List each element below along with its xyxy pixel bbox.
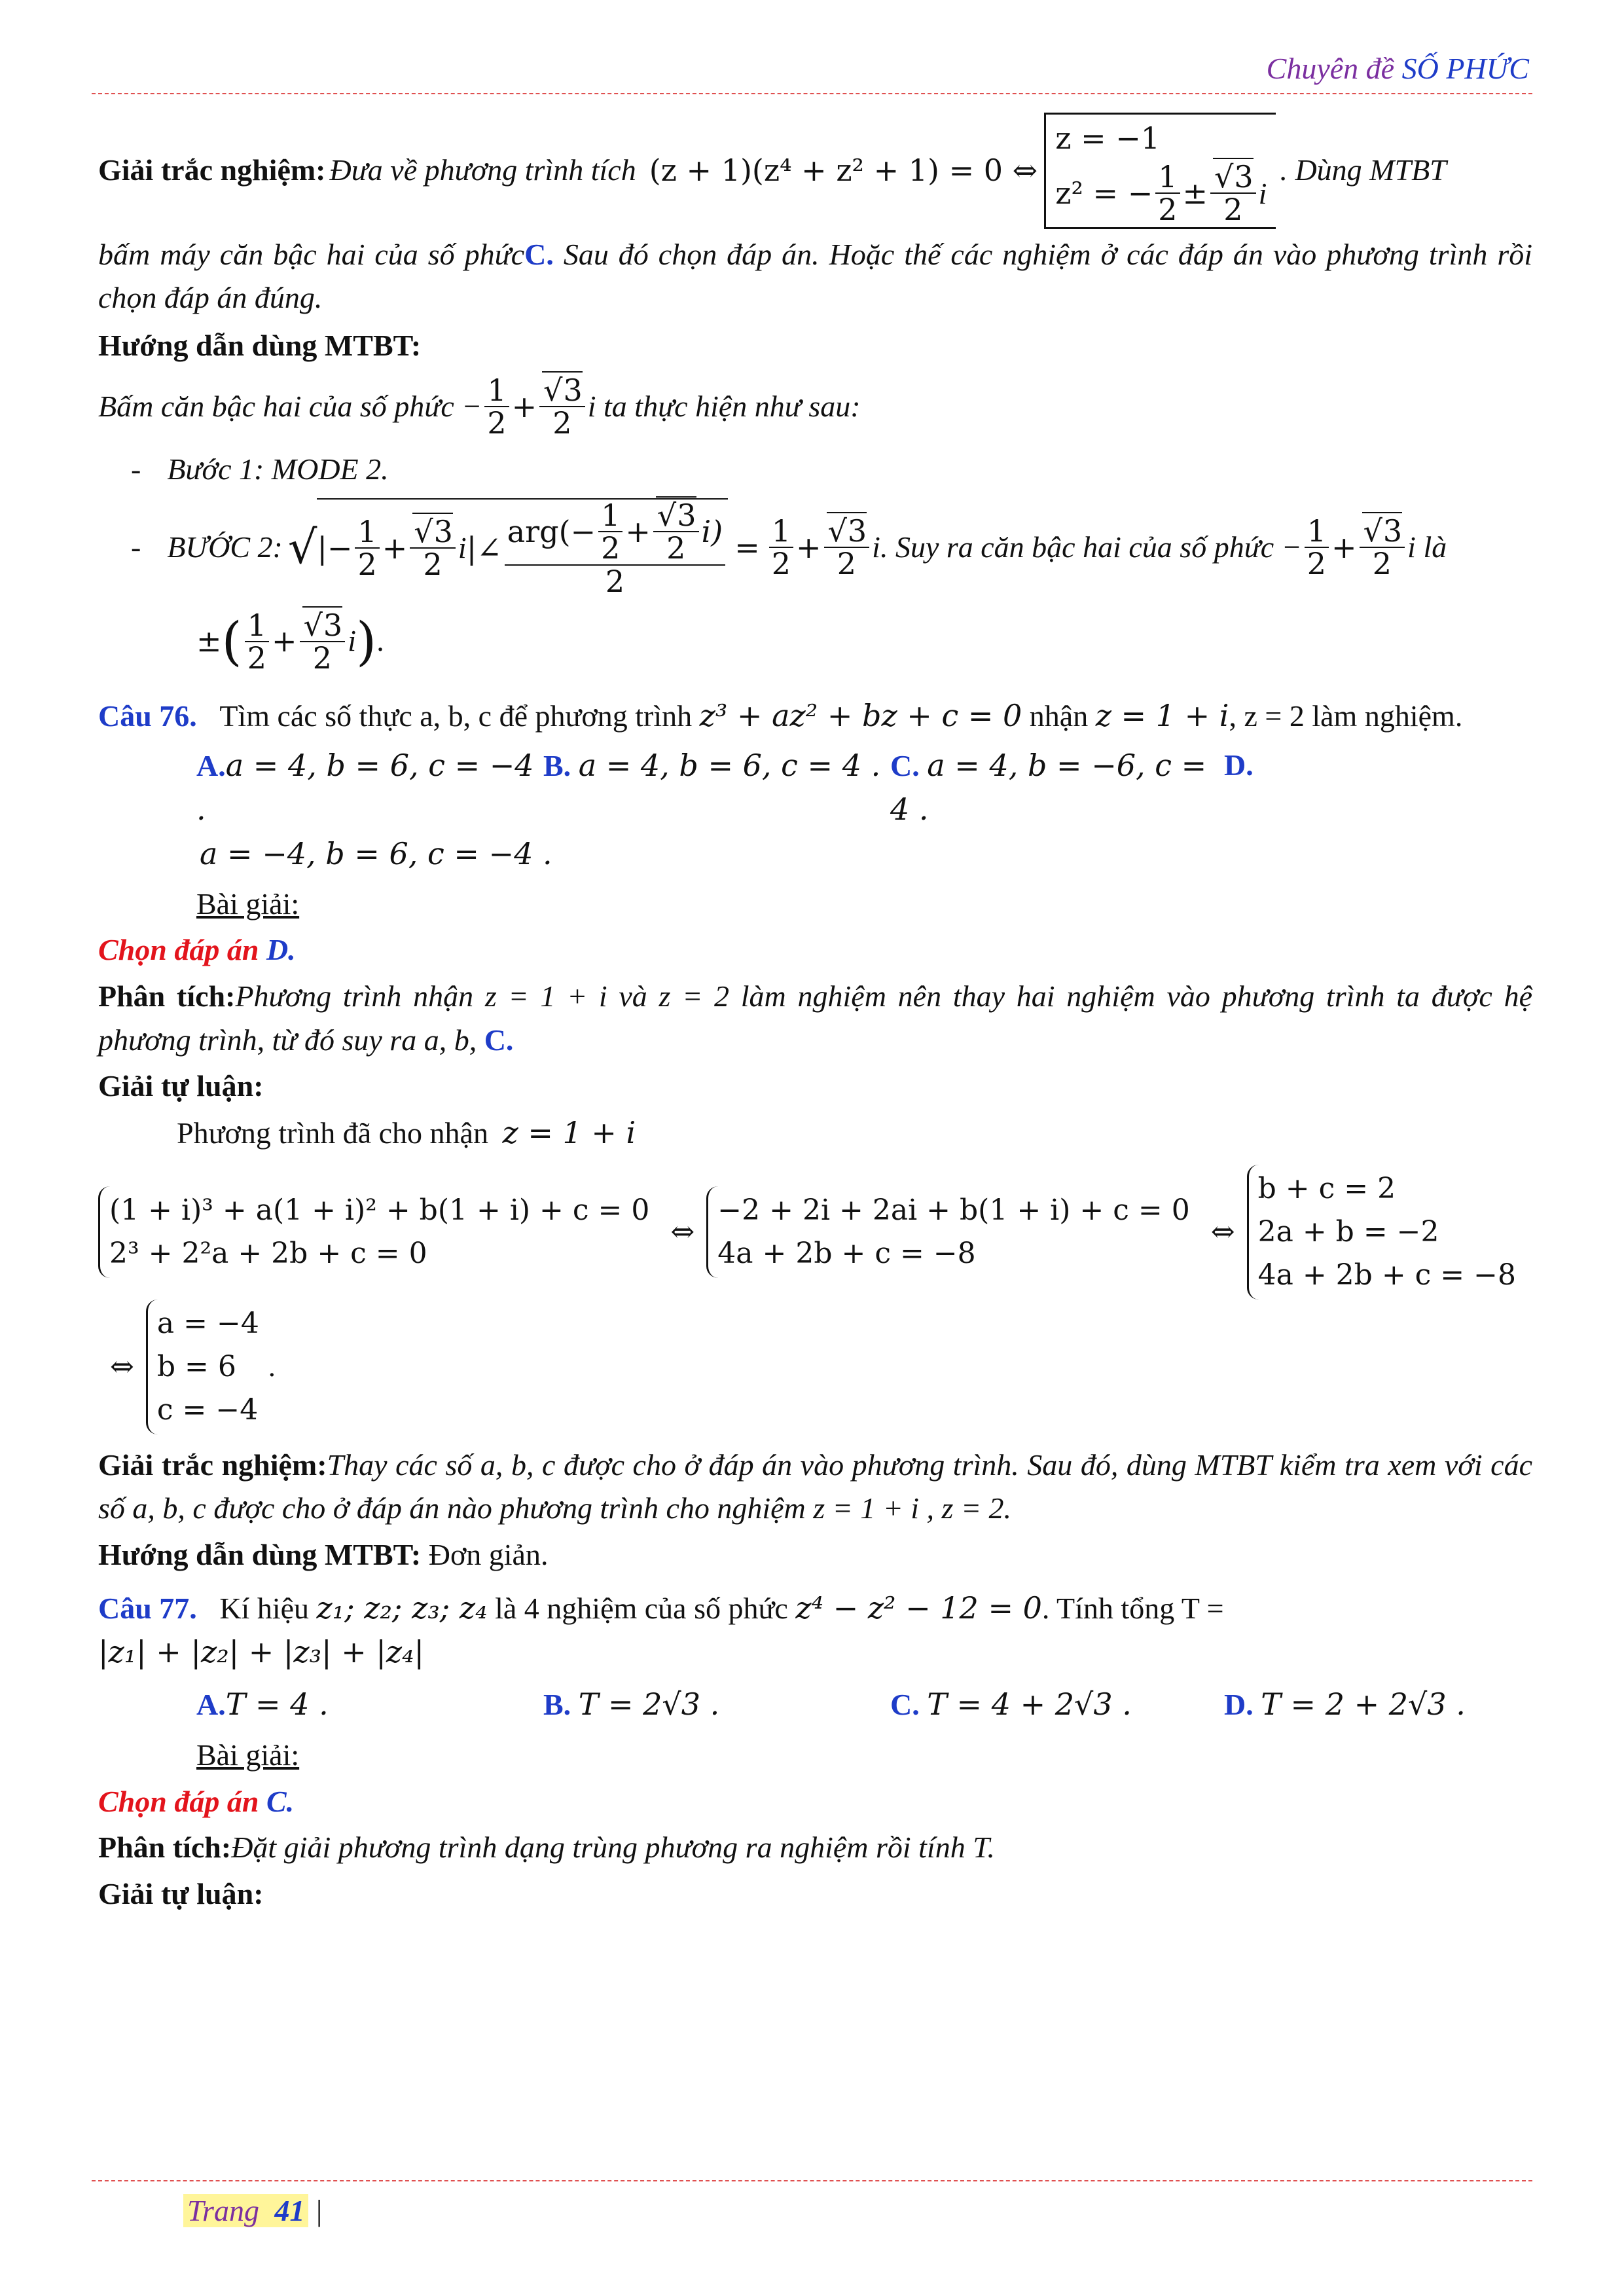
option-text: a = 4, b = 6, c = 4 . [578, 747, 881, 783]
q76-equation: z³ + az² + bz + c = 0 [699, 697, 1022, 733]
mtbt-intro: Bấm căn bậc hai của số phức − $\frac{1}{2}$ + √ $\frac{3}{2}$ i ta thực hiện như sau: [98, 374, 1532, 439]
answer-text: Chọn đáp án [98, 1784, 266, 1818]
answer-letter: C. [266, 1784, 295, 1818]
frac-num: 1 [1155, 161, 1180, 194]
page-content [98, 105, 1532, 1916]
q77-text-a: Kí hiệu [219, 1591, 310, 1625]
fraction-sqrt3: √ $\frac{3}{2}$ [539, 374, 585, 439]
imag-unit: i [1258, 176, 1267, 210]
q77-sum: |z₁| + |z₂| + |z₃| + |z₄| [98, 1634, 425, 1670]
option-letter: C. [890, 748, 920, 782]
option-letter: D. [1224, 748, 1254, 782]
self-intro-root: z = 1 + i [502, 1115, 636, 1151]
mc-label: Giải trắc nghiệm: [98, 1448, 327, 1482]
system-4-line-1: a = −4 [156, 1306, 259, 1340]
footer-label: Trang [183, 2194, 270, 2227]
analysis-text: Đặt giải phương trình dạng trùng phương ra nghiệm rồi tính T. [231, 1831, 995, 1865]
option-letter: C. [890, 1688, 920, 1722]
analysis-text: Phương trình nhận z = 1 + i và z = 2 làm nghiệm nên thay hai nghiệm vào phương trình ta được hệ phương trình, từ đó suy ra a, b, [98, 979, 1532, 1057]
option-text: T = 2 + 2√3 . [1261, 1686, 1466, 1722]
mc-text: Đưa về phương trình tích [329, 153, 636, 187]
footer-divider [92, 2180, 1532, 2181]
step-2: - BƯỚC 2: √ |− $\frac{1}{2}$ + √ $\frac{3}{2}$ i |∠ arg(− $\frac{1}{2}$ + √ $\frac{3}{2}$ i) 2 = $\frac{1}{2}$ + √ $\frac{3}{2}$ i . Suy ra căn bậc hai của số phức − $\frac{1}{2}$ + √ $\frac{3}{2}$ i là [131, 498, 1532, 597]
q76-text-b: nhận [1029, 699, 1089, 733]
frac-den: 2 [1223, 192, 1243, 228]
system-1-line-2: 2³ + 2²a + 2b + c = 0 [109, 1236, 427, 1270]
mc-paragraph [98, 233, 1532, 320]
system-2-line-2: 4a + 2b + c = −8 [717, 1236, 976, 1270]
header-topic: SỐ PHỨC [1401, 52, 1529, 85]
page-number: 41 [270, 2194, 308, 2227]
q76-mc [98, 1444, 1532, 1531]
q76-option-a[interactable] [196, 744, 543, 832]
product-equation: (z + 1)(z⁴ + z² + 1) = 0 ⇔ [649, 153, 1038, 189]
q77-text-b: là 4 nghiệm của số phức [495, 1591, 788, 1625]
q77-answer [98, 1780, 1532, 1824]
case-1: z = −1 [1055, 120, 1161, 156]
option-letter: A. [196, 748, 226, 782]
iff-1: ⇔ [670, 1214, 695, 1248]
cases-bracket [1044, 113, 1276, 229]
equals: = [734, 530, 760, 566]
step-2-label: BƯỚC 2: [167, 530, 283, 564]
q77-equation: z⁴ − z² − 12 = 0 [795, 1590, 1042, 1626]
arg-text: arg(− [507, 514, 596, 550]
q76-option-d-letter[interactable] [1224, 744, 1254, 832]
q76-solution-label: Bài giải: [196, 886, 300, 920]
option-letter: A. [196, 1688, 226, 1722]
plus-minus: ± [196, 623, 222, 659]
option-letter: B. [543, 1688, 571, 1722]
mtbt-intro-a: Bấm căn bậc hai của số phức − [98, 389, 482, 423]
q76-option-b[interactable] [543, 744, 890, 832]
mc-hint-line [98, 113, 1532, 229]
iff-2: ⇔ [1210, 1214, 1235, 1248]
mc-tail: . Dùng MTBT [1280, 153, 1447, 187]
self-intro-text: Phương trình đã cho nhận [177, 1116, 488, 1150]
page-footer [183, 2193, 322, 2228]
analysis-label: Phân tích: [98, 979, 236, 1013]
q76-option-c[interactable] [890, 744, 1224, 832]
footer-separator: | [308, 2194, 323, 2227]
option-text: a = 4, b = 6, c = −4 . [196, 747, 534, 828]
mc-line-b: C. [524, 237, 554, 271]
q76-systems [98, 1165, 1532, 1434]
q76-text-a: Tìm các số thực a, b, c để phương trình [219, 699, 693, 733]
option-letter: D. [1224, 1688, 1254, 1722]
iff-3: ⇔ [110, 1349, 134, 1383]
header-prefix: Chuyên đề [1266, 52, 1402, 85]
mc-line-c: Sau đó chọn đáp án. Hoặc thế các nghiệm ở các đáp án vào phương trình rồi chọn đáp án đúng. [98, 237, 1533, 315]
q76-text-c: , z = 2 làm nghiệm. [1229, 699, 1463, 733]
sqrt-expression: |− $\frac{1}{2}$ + √ $\frac{3}{2}$ i |∠ arg(− $\frac{1}{2}$ + √ $\frac{3}{2}$ i) 2 [317, 498, 728, 597]
q77-options [196, 1683, 1532, 1727]
step-2-conclusion: . Suy ra căn bậc hai của số phức − [880, 530, 1302, 564]
q76-analysis [98, 975, 1532, 1062]
system-4-line-3: c = −4 [156, 1393, 259, 1427]
step-1: - Bước 1: MODE 2. [131, 448, 1532, 492]
analysis-label: Phân tích: [98, 1831, 232, 1865]
system-3-line-2: 2a + b = −2 [1257, 1214, 1439, 1248]
question-76-label: Câu 76. [98, 699, 197, 733]
q76-self-label: Giải tự luận: [98, 1069, 264, 1103]
plus-minus: ± [1182, 175, 1208, 211]
mc-line-a: bấm máy căn bậc hai của số phức [98, 237, 525, 271]
system-2 [706, 1186, 1199, 1278]
arg-fraction: arg(− $\frac{1}{2}$ + √ $\frac{3}{2}$ i) 2 [505, 500, 725, 597]
option-text: T = 4 + 2√3 . [927, 1686, 1132, 1722]
option-text: a = 4, b = −6, c = 4 . [890, 747, 1207, 828]
q76-root: z = 1 + i [1095, 697, 1229, 733]
page-header [1267, 51, 1529, 86]
question-77-label: Câu 77. [98, 1591, 197, 1625]
q76-answer [98, 928, 1532, 972]
system-3-line-1: b + c = 2 [1257, 1171, 1396, 1205]
mtbt-title: Hướng dẫn dùng MTBT: [98, 328, 422, 362]
system-4-line-2: b = 6 [156, 1349, 236, 1383]
header-divider [92, 93, 1532, 94]
fraction-sqrt3 [1210, 161, 1256, 226]
sqrt-result: ± ( $\frac{1}{2}$ + √ $\frac{3}{2}$ i ) . [196, 604, 1532, 680]
fraction-half [1155, 161, 1180, 226]
question-77 [98, 1586, 1532, 1675]
q77-solution-label: Bài giải: [196, 1738, 300, 1772]
system-end: . [268, 1350, 276, 1383]
step-2-tail: i là [1407, 530, 1447, 564]
answer-text: Chọn đáp án [98, 933, 266, 967]
q76-mtbt [98, 1533, 1532, 1577]
q76-option-d-text: a = −4, b = 6, c = −4 . [200, 835, 552, 871]
mc-text: Thay các số a, b, c được cho ở đáp án vào phương trình. Sau đó, dùng MTBT kiểm tra xem với các số a, b, c được cho ở đáp án nào phương trình cho nghiệm z = 1 + i , z = 2. [98, 1448, 1532, 1525]
mtbt-text: Đơn giản. [421, 1538, 549, 1572]
q76-self-intro [177, 1111, 1532, 1156]
sqrt-3: √ 3 [1213, 158, 1254, 194]
mc-label: Giải trắc nghiệm: [98, 153, 326, 187]
system-3-line-3: 4a + 2b + c = −8 [1257, 1258, 1517, 1292]
option-letter: B. [543, 748, 571, 782]
q77-text-c: . Tính tổng T = [1041, 1591, 1224, 1625]
frac-den: 2 [1158, 192, 1178, 228]
step-1-text: Bước 1: MODE 2. [167, 452, 389, 486]
q77-option-a[interactable] [196, 1683, 543, 1727]
system-1 [98, 1186, 659, 1278]
analysis-c: C. [484, 1023, 514, 1057]
option-text: T = 4 . [225, 1686, 329, 1722]
fraction-half: $\frac{1}{2}$ [484, 374, 509, 439]
answer-letter: D. [266, 933, 296, 967]
case-2 [1055, 161, 1267, 226]
mtbt-intro-b: i ta thực hiện như sau: [587, 389, 861, 423]
system-1-line-1: (1 + i)³ + a(1 + i)² + b(1 + i) + c = 0 [109, 1193, 650, 1227]
option-text: T = 2√3 . [578, 1686, 720, 1722]
q77-self-label: Giải tự luận: [98, 1876, 264, 1910]
case-2-left: z² = − [1055, 175, 1153, 211]
q77-option-c[interactable] [890, 1683, 1224, 1727]
q77-analysis [98, 1826, 1532, 1870]
mtbt-label: Hướng dẫn dùng MTBT: [98, 1538, 422, 1572]
q77-roots: z₁; z₂; z₃; z₄ [316, 1590, 488, 1626]
q77-option-b[interactable] [543, 1683, 890, 1727]
system-2-line-1: −2 + 2i + 2ai + b(1 + i) + c = 0 [717, 1193, 1190, 1227]
q76-options [196, 744, 1532, 832]
question-76 [98, 694, 1532, 738]
system-4 [146, 1300, 268, 1434]
system-3 [1247, 1165, 1525, 1300]
q77-option-d[interactable] [1224, 1683, 1466, 1727]
